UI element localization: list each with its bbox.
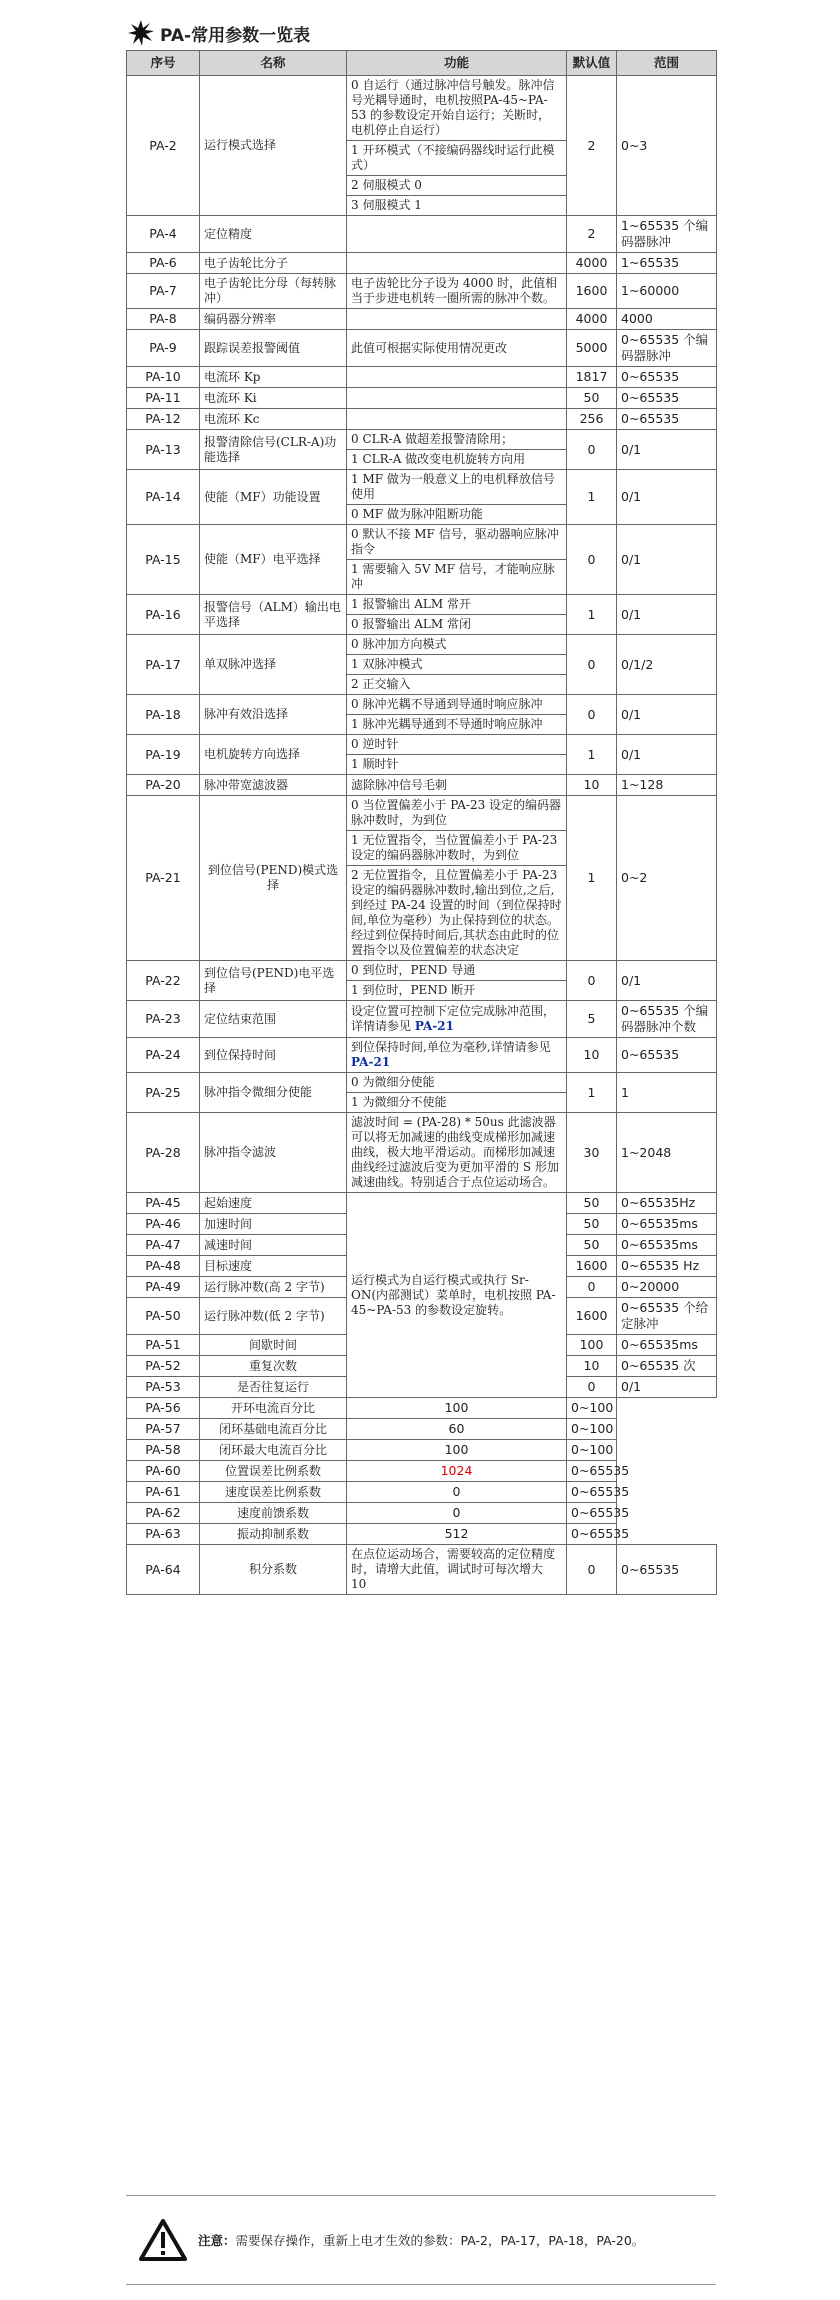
table-row <box>127 796 717 831</box>
param-id: PA-46 <box>127 1214 200 1235</box>
param-function: 1 报警输出 ALM 常开 <box>347 595 567 615</box>
param-id: PA-6 <box>127 253 200 274</box>
param-range: 0/1 <box>617 595 717 635</box>
table-row <box>127 1503 717 1524</box>
function-text: 到位保持时间,单位为毫秒,详情请参见 <box>351 1040 551 1054</box>
param-id: PA-10 <box>127 367 200 388</box>
param-id: PA-51 <box>127 1335 200 1356</box>
param-name: 间歇时间 <box>200 1335 347 1356</box>
param-name: 单双脉冲选择 <box>200 635 347 695</box>
param-id: PA-60 <box>127 1461 200 1482</box>
param-range: 0~65535 <box>567 1524 617 1545</box>
note-body: 需要保存操作，重新上电才生效的参数：PA-2，PA-17，PA-18，PA-20。 <box>235 2233 645 2248</box>
param-function: 0 当位置偏差小于 PA-23 设定的编码器脉冲数时，为到位 <box>347 796 567 831</box>
reference-link: PA-21 <box>351 1055 391 1069</box>
param-id: PA-16 <box>127 595 200 635</box>
param-id: PA-48 <box>127 1256 200 1277</box>
param-default: 0 <box>567 695 617 735</box>
param-default: 0 <box>567 525 617 595</box>
table-row <box>127 388 717 409</box>
table-row <box>127 1193 717 1214</box>
param-id: PA-7 <box>127 274 200 309</box>
param-range: 0/1 <box>617 961 717 1001</box>
param-range: 0~65535 <box>617 388 717 409</box>
param-range: 0~65535 <box>617 1038 717 1073</box>
function-text: 设定位置可控制下定位完成脉冲范围，详情请参见 <box>351 1004 556 1033</box>
param-id: PA-58 <box>127 1440 200 1461</box>
param-name: 跟踪误差报警阈值 <box>200 330 347 367</box>
param-function: 0 脉冲光耦不导通到导通时响应脉冲 <box>347 695 567 715</box>
table-row <box>127 1398 717 1419</box>
param-default: 1024 <box>347 1461 567 1482</box>
param-id: PA-53 <box>127 1377 200 1398</box>
param-name: 目标速度 <box>200 1256 347 1277</box>
param-id: PA-56 <box>127 1398 200 1419</box>
reference-link: PA-21 <box>414 1019 454 1033</box>
param-default: 50 <box>567 388 617 409</box>
param-default: 0 <box>567 961 617 1001</box>
param-function: 电子齿轮比分子设为 4000 时，此值相当于步进电机转一圈所需的脉冲个数。 <box>347 274 567 309</box>
table-row <box>127 1524 717 1545</box>
table-row <box>127 961 717 981</box>
param-name: 脉冲指令微细分使能 <box>200 1073 347 1113</box>
param-function <box>347 409 567 430</box>
page-title-text: PA-常用参数一览表 <box>160 25 311 46</box>
table-row <box>127 76 717 141</box>
param-function: 滤除脉冲信号毛刺 <box>347 775 567 796</box>
param-name: 开环电流百分比 <box>200 1398 347 1419</box>
warning-icon <box>138 2218 188 2262</box>
param-default: 30 <box>567 1113 617 1193</box>
param-default: 0 <box>567 1377 617 1398</box>
param-id: PA-15 <box>127 525 200 595</box>
param-function: 0 逆时针 <box>347 735 567 755</box>
param-default: 4000 <box>567 253 617 274</box>
param-id: PA-28 <box>127 1113 200 1193</box>
param-name: 使能（MF）电平选择 <box>200 525 347 595</box>
param-function: 0 自运行（通过脉冲信号触发。脉冲信号光耦导通时，电机按照PA-45~PA-53 的参数设定开始自运行；关断时，电机停止自运行） <box>347 76 567 141</box>
param-function: 0 为微细分使能 <box>347 1073 567 1093</box>
param-name: 到位信号(PEND)电平选择 <box>200 961 347 1001</box>
param-default: 1600 <box>567 274 617 309</box>
param-id: PA-23 <box>127 1001 200 1038</box>
param-function: 1 为微细分不使能 <box>347 1093 567 1113</box>
param-default: 1 <box>567 1073 617 1113</box>
note-label: 注意： <box>198 2233 236 2248</box>
column-header: 范围 <box>617 51 717 76</box>
param-range: 0~100 <box>567 1440 617 1461</box>
param-function: 1 双脉冲模式 <box>347 655 567 675</box>
param-range: 0~65535 <box>567 1461 617 1482</box>
param-default: 100 <box>347 1440 567 1461</box>
param-name: 运行脉冲数(高 2 字节) <box>200 1277 347 1298</box>
param-range: 0~20000 <box>617 1277 717 1298</box>
table-header <box>127 51 717 76</box>
param-name: 使能（MF）功能设置 <box>200 470 347 525</box>
param-function: 2 无位置指令，且位置偏差小于 PA-23 设定的编码器脉冲数时,输出到位,之后,到经过 PA-24 设置的时间（到位保持时间,单位为毫秒）为止保持到位的状态。经过到位保持时间后,其状态由此时的位置指令以及位置偏差的状态决定 <box>347 866 567 961</box>
param-function: 0 MF 做为脉冲阻断功能 <box>347 505 567 525</box>
table-row <box>127 253 717 274</box>
param-range: 1~65535 <box>617 253 717 274</box>
table-row <box>127 1545 717 1595</box>
param-range: 0/1 <box>617 1377 717 1398</box>
param-id: PA-22 <box>127 961 200 1001</box>
param-id: PA-12 <box>127 409 200 430</box>
param-range: 1~65535 个编码器脉冲 <box>617 216 717 253</box>
param-default: 10 <box>567 1356 617 1377</box>
param-default: 2 <box>567 76 617 216</box>
param-name: 电子齿轮比分母（每转脉冲） <box>200 274 347 309</box>
param-name: 电机旋转方向选择 <box>200 735 347 775</box>
param-id: PA-14 <box>127 470 200 525</box>
note-box <box>126 2195 716 2285</box>
param-function: 1 脉冲光耦导通到不导通时响应脉冲 <box>347 715 567 735</box>
table-row <box>127 1419 717 1440</box>
param-range: 0~3 <box>617 76 717 216</box>
param-function: 3 伺服模式 1 <box>347 196 567 216</box>
param-range: 0~65535 个编码器脉冲个数 <box>617 1001 717 1038</box>
param-function <box>347 1001 567 1038</box>
param-range: 0~65535ms <box>617 1335 717 1356</box>
param-function: 0 默认不接 MF 信号，驱动器响应脉冲指令 <box>347 525 567 560</box>
param-default: 2 <box>567 216 617 253</box>
param-function <box>347 388 567 409</box>
table-row <box>127 470 717 505</box>
table-row <box>127 1461 717 1482</box>
param-id: PA-17 <box>127 635 200 695</box>
param-range: 0~65535ms <box>617 1214 717 1235</box>
param-range: 0~100 <box>567 1398 617 1419</box>
param-range: 4000 <box>617 309 717 330</box>
param-range: 0~65535 个编码器脉冲 <box>617 330 717 367</box>
param-id: PA-62 <box>127 1503 200 1524</box>
table-row <box>127 595 717 615</box>
param-function <box>347 309 567 330</box>
table-row <box>127 735 717 755</box>
param-id: PA-20 <box>127 775 200 796</box>
param-id: PA-4 <box>127 216 200 253</box>
param-name: 报警信号（ALM）输出电平选择 <box>200 595 347 635</box>
param-id: PA-18 <box>127 695 200 735</box>
param-name: 电流环 Kp <box>200 367 347 388</box>
param-name: 减速时间 <box>200 1235 347 1256</box>
param-range: 0~65535 次 <box>617 1356 717 1377</box>
param-name: 到位保持时间 <box>200 1038 347 1073</box>
param-function: 2 伺服模式 0 <box>347 176 567 196</box>
param-name: 运行模式选择 <box>200 76 347 216</box>
param-name: 振动抑制系数 <box>200 1524 347 1545</box>
param-name: 速度前馈系数 <box>200 1503 347 1524</box>
column-header: 名称 <box>200 51 347 76</box>
param-default: 0 <box>347 1503 567 1524</box>
param-range: 0~65535ms <box>617 1235 717 1256</box>
param-function: 滤波时间 = (PA-28) * 50us 此滤波器可以将无加减速的曲线变成梯形加减速曲线，极大地平滑运动。而梯形加减速曲线经过滤波后变为更加平滑的 S 形加减速曲线。特别适合于点位运动场合。 <box>347 1113 567 1193</box>
table-row <box>127 430 717 450</box>
param-range: 0~65535 个给定脉冲 <box>617 1298 717 1335</box>
param-default: 0 <box>567 1545 617 1595</box>
param-name: 运行脉冲数(低 2 字节) <box>200 1298 347 1335</box>
param-default: 512 <box>347 1524 567 1545</box>
param-name: 电流环 Ki <box>200 388 347 409</box>
param-range: 1 <box>617 1073 717 1113</box>
param-function: 1 CLR-A 做改变电机旋转方向用 <box>347 450 567 470</box>
param-range: 0/1 <box>617 695 717 735</box>
param-default: 0 <box>567 430 617 470</box>
param-function: 此值可根据实际使用情况更改 <box>347 330 567 367</box>
param-default: 1 <box>567 735 617 775</box>
param-default: 1600 <box>567 1298 617 1335</box>
page-title <box>128 18 310 48</box>
param-name: 定位精度 <box>200 216 347 253</box>
param-range: 0~65535 <box>617 409 717 430</box>
param-function: 0 CLR-A 做超差报警清除用； <box>347 430 567 450</box>
param-range: 0~100 <box>567 1419 617 1440</box>
table-row <box>127 695 717 715</box>
table-row <box>127 409 717 430</box>
table-row <box>127 216 717 253</box>
table-row <box>127 775 717 796</box>
param-name: 脉冲带宽滤波器 <box>200 775 347 796</box>
param-range: 1~60000 <box>617 274 717 309</box>
param-id: PA-64 <box>127 1545 200 1595</box>
table-row <box>127 330 717 367</box>
param-range: 0~65535 <box>617 1545 717 1595</box>
param-name: 速度误差比例系数 <box>200 1482 347 1503</box>
param-default: 5000 <box>567 330 617 367</box>
table-row <box>127 1038 717 1073</box>
table-row <box>127 1482 717 1503</box>
param-function: 0 到位时，PEND 导通 <box>347 961 567 981</box>
param-default: 1817 <box>567 367 617 388</box>
param-range: 0~65535Hz <box>617 1193 717 1214</box>
table-row <box>127 1113 717 1193</box>
param-range: 1~128 <box>617 775 717 796</box>
param-name: 闭环最大电流百分比 <box>200 1440 347 1461</box>
param-default: 0 <box>567 635 617 695</box>
param-id: PA-57 <box>127 1419 200 1440</box>
note-text <box>198 2231 644 2249</box>
param-name: 积分系数 <box>200 1545 347 1595</box>
param-default: 100 <box>567 1335 617 1356</box>
table-row <box>127 367 717 388</box>
parameter-table <box>126 50 717 1595</box>
param-default: 1 <box>567 470 617 525</box>
param-name: 报警清除信号(CLR-A)功能选择 <box>200 430 347 470</box>
param-id: PA-49 <box>127 1277 200 1298</box>
param-name: 电流环 Kc <box>200 409 347 430</box>
param-range: 0/1 <box>617 470 717 525</box>
param-function <box>347 367 567 388</box>
param-range: 0~65535 <box>567 1503 617 1524</box>
param-range: 0~2 <box>617 796 717 961</box>
param-id: PA-11 <box>127 388 200 409</box>
param-function: 1 顺时针 <box>347 755 567 775</box>
param-range: 1~2048 <box>617 1113 717 1193</box>
param-function: 1 需要输入 5V MF 信号，才能响应脉冲 <box>347 560 567 595</box>
param-function: 1 无位置指令，当位置偏差小于 PA-23 设定的编码器脉冲数时，为到位 <box>347 831 567 866</box>
param-range: 0/1 <box>617 735 717 775</box>
param-id: PA-24 <box>127 1038 200 1073</box>
param-range: 0/1 <box>617 430 717 470</box>
param-id: PA-2 <box>127 76 200 216</box>
param-id: PA-19 <box>127 735 200 775</box>
param-default: 50 <box>567 1214 617 1235</box>
param-name: 定位结束范围 <box>200 1001 347 1038</box>
param-id: PA-13 <box>127 430 200 470</box>
param-range: 0~65535 <box>567 1482 617 1503</box>
param-name: 电子齿轮比分子 <box>200 253 347 274</box>
param-default: 10 <box>567 775 617 796</box>
param-function <box>347 1038 567 1073</box>
param-function: 1 开环模式（不接编码器线时运行此模式） <box>347 141 567 176</box>
param-default: 1 <box>567 595 617 635</box>
param-default: 10 <box>567 1038 617 1073</box>
table-row <box>127 309 717 330</box>
column-header: 功能 <box>347 51 567 76</box>
param-name: 是否往复运行 <box>200 1377 347 1398</box>
param-function: 运行模式为自运行模式或执行 Sr-ON(内部测试）菜单时，电机按照 PA-45~PA-53 的参数设定旋转。 <box>347 1193 567 1398</box>
param-range: 0~65535 Hz <box>617 1256 717 1277</box>
param-id: PA-25 <box>127 1073 200 1113</box>
param-name: 加速时间 <box>200 1214 347 1235</box>
column-header: 序号 <box>127 51 200 76</box>
param-function <box>347 216 567 253</box>
param-range: 0~65535 <box>617 367 717 388</box>
param-id: PA-45 <box>127 1193 200 1214</box>
param-id: PA-9 <box>127 330 200 367</box>
param-id: PA-8 <box>127 309 200 330</box>
param-default: 1600 <box>567 1256 617 1277</box>
param-name: 重复次数 <box>200 1356 347 1377</box>
param-default: 5 <box>567 1001 617 1038</box>
param-id: PA-61 <box>127 1482 200 1503</box>
param-id: PA-50 <box>127 1298 200 1335</box>
param-range: 0/1/2 <box>617 635 717 695</box>
param-function <box>347 253 567 274</box>
starburst-icon <box>128 20 154 46</box>
param-default: 60 <box>347 1419 567 1440</box>
param-name: 脉冲有效沿选择 <box>200 695 347 735</box>
param-default: 50 <box>567 1193 617 1214</box>
param-function: 0 报警输出 ALM 常闭 <box>347 615 567 635</box>
table-row <box>127 635 717 655</box>
table-row <box>127 525 717 560</box>
param-name: 到位信号(PEND)模式选择 <box>200 796 347 961</box>
param-function: 0 脉冲加方向模式 <box>347 635 567 655</box>
param-function: 2 正交输入 <box>347 675 567 695</box>
param-function: 在点位运动场合，需要较高的定位精度时，请增大此值，调试时可每次增大 10 <box>347 1545 567 1595</box>
table-row <box>127 274 717 309</box>
param-name: 位置误差比例系数 <box>200 1461 347 1482</box>
param-id: PA-21 <box>127 796 200 961</box>
param-default: 256 <box>567 409 617 430</box>
param-range: 0/1 <box>617 525 717 595</box>
param-id: PA-47 <box>127 1235 200 1256</box>
table-row <box>127 1001 717 1038</box>
param-id: PA-63 <box>127 1524 200 1545</box>
param-function: 1 MF 做为一般意义上的电机释放信号使用 <box>347 470 567 505</box>
param-default: 100 <box>347 1398 567 1419</box>
param-default: 4000 <box>567 309 617 330</box>
param-name: 起始速度 <box>200 1193 347 1214</box>
table-row <box>127 1440 717 1461</box>
param-function: 1 到位时，PEND 断开 <box>347 981 567 1001</box>
param-default: 50 <box>567 1235 617 1256</box>
param-default: 1 <box>567 796 617 961</box>
param-id: PA-52 <box>127 1356 200 1377</box>
param-default: 0 <box>567 1277 617 1298</box>
param-name: 编码器分辨率 <box>200 309 347 330</box>
param-name: 闭环基础电流百分比 <box>200 1419 347 1440</box>
table-row <box>127 1073 717 1093</box>
param-name: 脉冲指令滤波 <box>200 1113 347 1193</box>
param-default: 0 <box>347 1482 567 1503</box>
column-header: 默认值 <box>567 51 617 76</box>
